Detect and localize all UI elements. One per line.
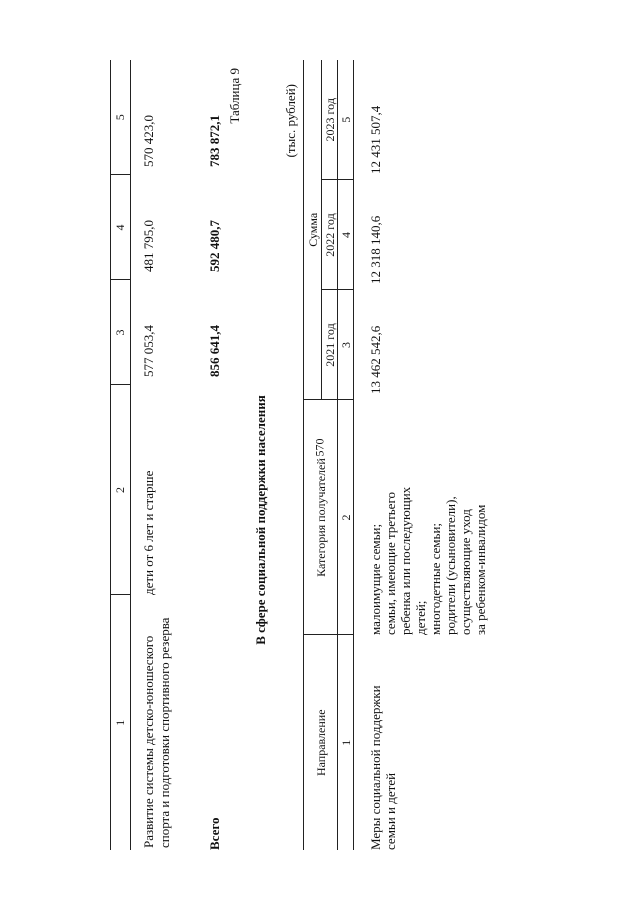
row-value-2022: 12 318 140,6 bbox=[368, 215, 383, 284]
col-num-2: 2 bbox=[338, 400, 354, 635]
continued-table bbox=[110, 60, 223, 850]
header-2021: 2021 год bbox=[322, 290, 338, 400]
row-value-2021: 577 053,4 bbox=[141, 325, 156, 377]
table9-header-row-1 bbox=[304, 60, 322, 850]
table-number: Таблица 9 bbox=[227, 68, 242, 124]
col-num-5: 5 bbox=[111, 60, 131, 175]
category-line: многодетные семьи; bbox=[428, 522, 443, 635]
continued-table-header bbox=[111, 60, 131, 850]
header-direction: Направление bbox=[304, 635, 338, 850]
total-2021: 856 641,4 bbox=[207, 325, 222, 377]
page-number-text: 570 bbox=[312, 438, 327, 457]
header-2022: 2022 год bbox=[322, 180, 338, 290]
units-note: (тыс. рублей) bbox=[283, 84, 298, 158]
section-heading: В сфере социальной поддержки населения bbox=[253, 395, 268, 645]
row-value-2023: 570 423,0 bbox=[141, 115, 156, 167]
total-label: Всего bbox=[207, 817, 222, 850]
row-direction: Развитие системы детско-юношеского спорта и подготовки спортивного резерва bbox=[141, 617, 172, 848]
category-line: родители (усыновители), bbox=[443, 496, 458, 635]
category-line: малоимущие семьи; bbox=[368, 523, 383, 635]
total-2022: 592 480,7 bbox=[207, 220, 222, 272]
col-num-4: 4 bbox=[111, 175, 131, 280]
header-category: Категория получателей bbox=[304, 400, 338, 635]
header-sum: Сумма bbox=[304, 60, 322, 400]
col-num-1: 1 bbox=[111, 595, 131, 850]
row-value-2022: 481 795,0 bbox=[141, 220, 156, 272]
col-num-2: 2 bbox=[111, 385, 131, 595]
table9-header-numbers bbox=[338, 60, 354, 850]
row-value-2021: 13 462 542,6 bbox=[368, 325, 383, 394]
row-value-2023: 12 431 507,4 bbox=[368, 105, 383, 174]
col-num-3: 3 bbox=[338, 290, 354, 400]
row-direction: Меры социальной поддержки семьи и детей bbox=[368, 685, 398, 850]
category-line: осуществляющие уход bbox=[458, 509, 473, 635]
col-num-5: 5 bbox=[338, 60, 354, 180]
table-row bbox=[131, 60, 174, 850]
category-line: за ребенком-инвалидом bbox=[473, 504, 488, 635]
header-2023: 2023 год bbox=[322, 60, 338, 180]
row-category-list bbox=[354, 400, 489, 635]
col-num-4: 4 bbox=[338, 180, 354, 290]
rotated-page-content bbox=[55, 60, 488, 850]
row-category: дети от 6 лет и старше bbox=[141, 470, 156, 595]
category-line: семьи, имеющие третьего bbox=[383, 492, 398, 635]
total-row bbox=[173, 60, 223, 850]
col-num-1: 1 bbox=[338, 635, 354, 850]
table-row bbox=[354, 60, 489, 850]
col-num-3: 3 bbox=[111, 280, 131, 385]
table-9 bbox=[303, 60, 488, 850]
category-line: ребенка или последующих bbox=[398, 486, 413, 635]
total-2023: 783 872,1 bbox=[207, 115, 222, 167]
category-line: детей; bbox=[413, 600, 428, 635]
